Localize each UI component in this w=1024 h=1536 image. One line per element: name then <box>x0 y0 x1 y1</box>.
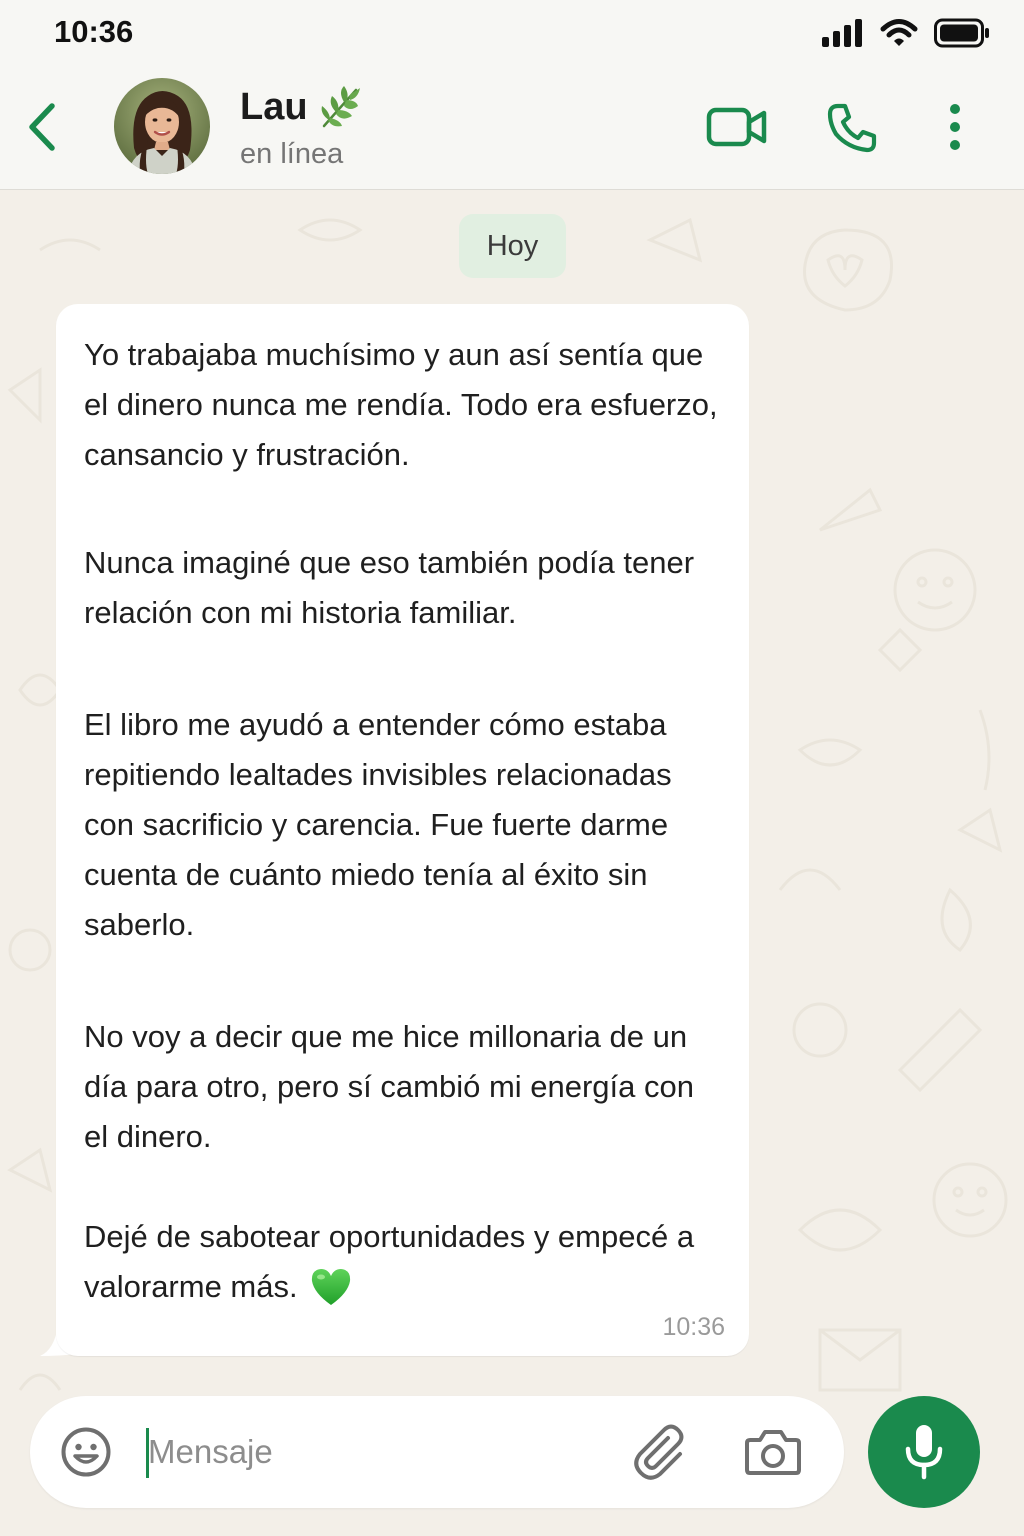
message-paragraph: No voy a decir que me hice millonaria de un día para otro, pero sí cambió mi energía con el dinero. <box>84 1019 694 1154</box>
chevron-left-icon <box>22 100 62 154</box>
emoji-button[interactable] <box>60 1426 112 1478</box>
voice-message-button[interactable] <box>868 1396 980 1508</box>
message-bubble[interactable] <box>56 304 749 1356</box>
contact-name[interactable]: Lau <box>240 86 308 128</box>
message-paragraph: Nunca imaginé que eso también podía tener relación con mi historia familiar. <box>84 545 695 630</box>
chat-header <box>0 66 1024 190</box>
avatar-photo <box>114 78 210 174</box>
smiley-icon <box>60 1426 112 1478</box>
signal-icon <box>822 19 864 47</box>
attach-button[interactable] <box>630 1424 690 1480</box>
status-time: 10:36 <box>54 14 134 49</box>
message-paragraph: Dejé de sabotear oportunidades y empecé a valorarme más. <box>84 1219 695 1304</box>
date-separator: Hoy <box>459 214 566 278</box>
voice-call-button[interactable] <box>826 102 878 154</box>
microphone-icon <box>900 1423 948 1481</box>
avatar[interactable] <box>114 78 210 174</box>
contact-status: en línea <box>240 138 344 170</box>
message-paragraph-last <box>84 1212 721 1312</box>
camera-button[interactable] <box>744 1426 802 1478</box>
message-paragraph: Yo trabajaba muchísimo y aun así sentía que el dinero nunca me rendía. Todo era esfuerzo, cansancio y frustración. <box>84 337 718 472</box>
message-composer <box>30 1396 844 1508</box>
leaf-icon <box>316 84 362 130</box>
message-paragraph: El libro me ayudó a entender cómo estaba repitiendo lealtades invisibles relacionadas con sacrificio y carencia. Fue fuerte darme cuenta de cuánto miedo tenía al éxito sin saberlo. <box>84 707 672 942</box>
paperclip-icon <box>630 1424 690 1480</box>
wifi-icon <box>880 18 918 48</box>
status-icons <box>822 18 990 48</box>
video-camera-icon <box>706 104 768 150</box>
more-vertical-icon <box>942 102 968 154</box>
chat-area[interactable] <box>0 190 1024 1390</box>
phone-icon <box>826 102 878 154</box>
status-bar <box>0 0 1024 66</box>
green-heart-icon <box>310 1267 352 1307</box>
video-call-button[interactable] <box>706 104 768 150</box>
more-options-button[interactable] <box>942 102 968 154</box>
message-time: 10:36 <box>662 1313 725 1341</box>
camera-icon <box>744 1426 802 1478</box>
back-button[interactable] <box>22 100 62 154</box>
message-input[interactable] <box>148 1424 588 1480</box>
battery-icon <box>934 18 990 48</box>
